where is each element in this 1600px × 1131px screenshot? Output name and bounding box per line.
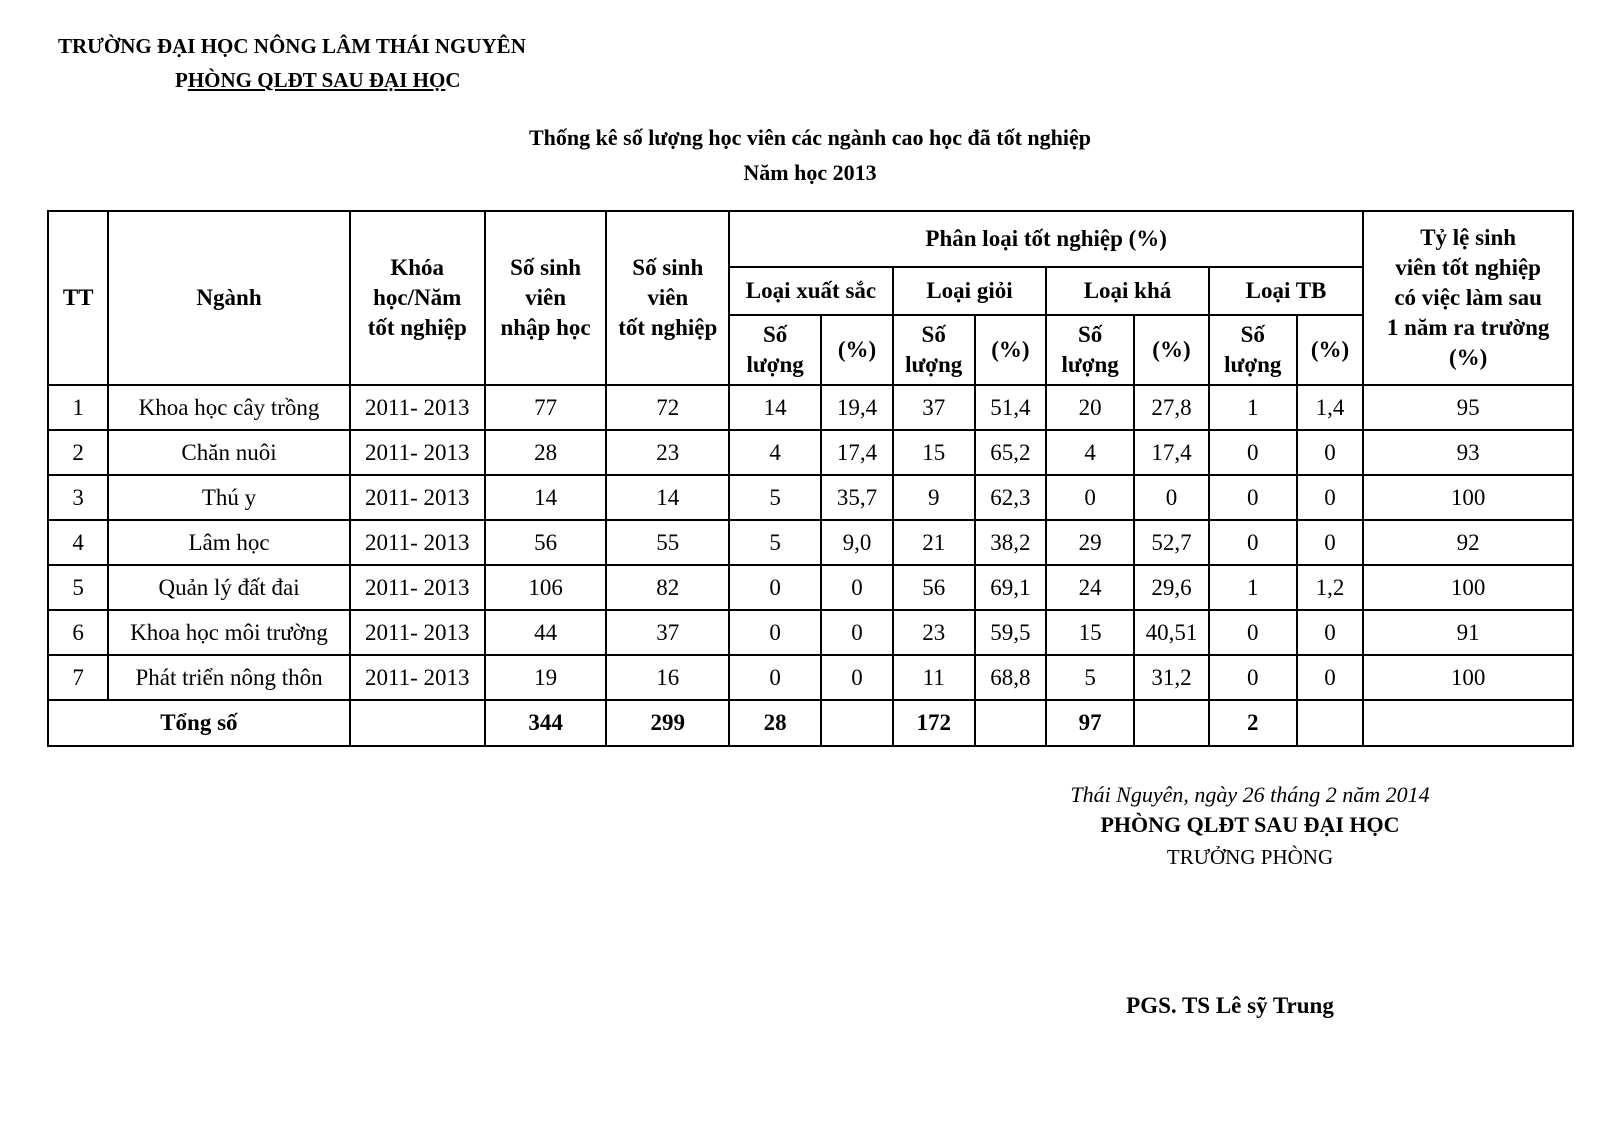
header-so-luong — [893, 315, 975, 385]
cell-khoa: 2011- 2013 — [350, 475, 485, 520]
cell-xuat-sac-so-luong: 14 — [729, 385, 821, 430]
cell-gioi-percent: 59,5 — [975, 610, 1047, 655]
total-label: Tổng số — [48, 700, 350, 746]
cell-xuat-sac-percent: 19,4 — [821, 385, 893, 430]
cell-khoa: 2011- 2013 — [350, 385, 485, 430]
cell-kha-so-luong: 29 — [1046, 520, 1134, 565]
cell-tb-percent: 1,4 — [1297, 385, 1364, 430]
cell-ty-le: 100 — [1363, 565, 1573, 610]
cell-tb-so-luong: 0 — [1209, 430, 1297, 475]
cell-kha-percent: 40,51 — [1134, 610, 1209, 655]
cell-xuat-sac-percent: 0 — [821, 610, 893, 655]
cell-tb-so-luong: 0 — [1209, 475, 1297, 520]
total-xuat-sac: 28 — [729, 700, 821, 746]
cell-tot-nghiep: 16 — [606, 655, 729, 700]
header-ty-le — [1363, 211, 1573, 385]
header-khoa-line: Khóa — [390, 255, 445, 280]
total-gioi: 172 — [893, 700, 975, 746]
cell-ty-le: 91 — [1363, 610, 1573, 655]
cell-nhap-hoc: 19 — [485, 655, 607, 700]
cell-tt: 5 — [48, 565, 108, 610]
cell-tb-percent: 0 — [1297, 610, 1364, 655]
signature-department: PHÒNG QLĐT SAU ĐẠI HỌC — [1100, 812, 1400, 837]
header-so-luong — [1209, 315, 1297, 385]
cell-xuat-sac-so-luong: 0 — [729, 655, 821, 700]
header-so-luong-line: Số — [763, 322, 788, 347]
cell-tb-percent: 0 — [1297, 520, 1364, 565]
header-khoa — [350, 211, 485, 385]
cell-tot-nghiep: 82 — [606, 565, 729, 610]
cell-xuat-sac-percent: 0 — [821, 565, 893, 610]
cell-xuat-sac-so-luong: 0 — [729, 610, 821, 655]
cell-nganh: Chăn nuôi — [108, 430, 349, 475]
department-name-underlined: HÒNG QLĐT SAU ĐẠI HỌ — [187, 68, 446, 92]
header-tt: TT — [48, 211, 108, 385]
cell-tb-so-luong: 1 — [1209, 385, 1297, 430]
header-nhap-hoc-line: viên — [525, 285, 567, 310]
table-body — [48, 385, 1573, 746]
cell-xuat-sac-so-luong: 5 — [729, 475, 821, 520]
cell-nganh: Phát triển nông thôn — [108, 655, 349, 700]
cell-kha-so-luong: 5 — [1046, 655, 1134, 700]
table-row — [48, 565, 1573, 610]
table-row — [48, 520, 1573, 565]
cell-kha-so-luong: 20 — [1046, 385, 1134, 430]
header-ty-le-line: Tỷ lệ sinh — [1420, 225, 1517, 250]
cell-xuat-sac-percent: 9,0 — [821, 520, 893, 565]
total-ty-le-empty — [1363, 700, 1573, 746]
cell-nganh: Khoa học cây trồng — [108, 385, 349, 430]
cell-tot-nghiep: 14 — [606, 475, 729, 520]
cell-nganh: Quản lý đất đai — [108, 565, 349, 610]
header-nhap-hoc-line: Số sinh — [510, 255, 582, 280]
header-khoa-line: tốt nghiệp — [367, 315, 467, 340]
cell-tb-percent: 1,2 — [1297, 565, 1364, 610]
header-group-tb: Loại TB — [1209, 267, 1363, 315]
cell-tb-so-luong: 0 — [1209, 610, 1297, 655]
header-group-gioi: Loại giỏi — [893, 267, 1046, 315]
header-so-luong — [729, 315, 821, 385]
cell-kha-so-luong: 0 — [1046, 475, 1134, 520]
document-title: Thống kê số lượng học viên các ngành cao học đã tốt nghiệp — [528, 125, 1092, 150]
cell-gioi-percent: 38,2 — [975, 520, 1047, 565]
header-so-luong-line: lượng — [746, 352, 804, 377]
header-nhap-hoc — [485, 211, 607, 385]
cell-tt: 7 — [48, 655, 108, 700]
cell-nganh: Lâm học — [108, 520, 349, 565]
cell-kha-so-luong: 4 — [1046, 430, 1134, 475]
header-so-luong-line: lượng — [905, 352, 963, 377]
document-subtitle: Năm học 2013 — [743, 160, 877, 185]
header-percent: (%) — [975, 315, 1047, 385]
table-row — [48, 385, 1573, 430]
cell-gioi-so-luong: 21 — [893, 520, 975, 565]
cell-kha-percent: 31,2 — [1134, 655, 1209, 700]
total-xuat-sac-percent-empty — [821, 700, 893, 746]
total-row — [48, 700, 1573, 746]
cell-xuat-sac-percent: 17,4 — [821, 430, 893, 475]
cell-tt: 4 — [48, 520, 108, 565]
cell-gioi-percent: 65,2 — [975, 430, 1047, 475]
cell-khoa: 2011- 2013 — [350, 520, 485, 565]
cell-nhap-hoc: 106 — [485, 565, 607, 610]
header-khoa-line: học/Năm — [373, 285, 462, 310]
header-tot-nghiep — [606, 211, 729, 385]
cell-xuat-sac-so-luong: 0 — [729, 565, 821, 610]
total-kha: 97 — [1046, 700, 1134, 746]
cell-kha-percent: 27,8 — [1134, 385, 1209, 430]
header-so-luong-line: Số — [1240, 322, 1265, 347]
cell-nhap-hoc: 44 — [485, 610, 607, 655]
cell-tot-nghiep: 55 — [606, 520, 729, 565]
cell-gioi-so-luong: 11 — [893, 655, 975, 700]
header-so-luong-line: lượng — [1224, 352, 1282, 377]
signatory-name: PGS. TS Lê sỹ Trung — [1126, 993, 1334, 1018]
header-ty-le-line: 1 năm ra trường — [1386, 315, 1550, 340]
cell-tt: 2 — [48, 430, 108, 475]
cell-gioi-so-luong: 56 — [893, 565, 975, 610]
cell-xuat-sac-percent: 0 — [821, 655, 893, 700]
cell-ty-le: 95 — [1363, 385, 1573, 430]
organization-name: TRƯỜNG ĐẠI HỌC NÔNG LÂM THÁI NGUYÊN — [58, 34, 526, 58]
cell-tb-so-luong: 0 — [1209, 520, 1297, 565]
cell-nhap-hoc: 77 — [485, 385, 607, 430]
signature-role: TRƯỞNG PHÒNG — [1166, 845, 1334, 869]
cell-nganh: Khoa học môi trường — [108, 610, 349, 655]
cell-tb-so-luong: 1 — [1209, 565, 1297, 610]
cell-khoa: 2011- 2013 — [350, 565, 485, 610]
table-row — [48, 475, 1573, 520]
cell-gioi-percent: 51,4 — [975, 385, 1047, 430]
cell-gioi-percent: 68,8 — [975, 655, 1047, 700]
total-tb-percent-empty — [1297, 700, 1364, 746]
header-percent: (%) — [821, 315, 893, 385]
table-row — [48, 655, 1573, 700]
cell-kha-so-luong: 24 — [1046, 565, 1134, 610]
cell-kha-percent: 0 — [1134, 475, 1209, 520]
department-name-tail: C — [445, 68, 461, 92]
cell-nhap-hoc: 56 — [485, 520, 607, 565]
cell-xuat-sac-so-luong: 5 — [729, 520, 821, 565]
header-group-xuat-sac: Loại xuất sắc — [729, 267, 893, 315]
header-ty-le-line: (%) — [1448, 345, 1488, 370]
cell-tt: 3 — [48, 475, 108, 520]
cell-tot-nghiep: 23 — [606, 430, 729, 475]
header-phan-loai: Phân loại tốt nghiệp (%) — [729, 211, 1363, 267]
cell-tt: 6 — [48, 610, 108, 655]
cell-gioi-so-luong: 37 — [893, 385, 975, 430]
header-group-kha: Loại khá — [1046, 267, 1209, 315]
cell-tb-percent: 0 — [1297, 475, 1364, 520]
header-tot-nghiep-line: Số sinh — [632, 255, 704, 280]
header-so-luong — [1046, 315, 1134, 385]
header-percent: (%) — [1134, 315, 1209, 385]
cell-xuat-sac-percent: 35,7 — [821, 475, 893, 520]
cell-ty-le: 100 — [1363, 655, 1573, 700]
cell-tot-nghiep: 37 — [606, 610, 729, 655]
total-kha-percent-empty — [1134, 700, 1209, 746]
cell-khoa: 2011- 2013 — [350, 610, 485, 655]
cell-xuat-sac-so-luong: 4 — [729, 430, 821, 475]
department-name — [175, 68, 461, 93]
cell-tb-so-luong: 0 — [1209, 655, 1297, 700]
cell-ty-le: 100 — [1363, 475, 1573, 520]
total-tot-nghiep: 299 — [606, 700, 729, 746]
cell-kha-percent: 29,6 — [1134, 565, 1209, 610]
total-tb: 2 — [1209, 700, 1297, 746]
cell-gioi-so-luong: 23 — [893, 610, 975, 655]
header-so-luong-line: Số — [1078, 322, 1103, 347]
cell-tot-nghiep: 72 — [606, 385, 729, 430]
department-name-lead: P — [175, 68, 188, 92]
cell-ty-le: 93 — [1363, 430, 1573, 475]
cell-nhap-hoc: 14 — [485, 475, 607, 520]
header-ty-le-line: có việc làm sau — [1394, 285, 1542, 310]
header-nganh: Ngành — [108, 211, 349, 385]
cell-gioi-percent: 62,3 — [975, 475, 1047, 520]
cell-kha-percent: 17,4 — [1134, 430, 1209, 475]
cell-nhap-hoc: 28 — [485, 430, 607, 475]
cell-gioi-so-luong: 9 — [893, 475, 975, 520]
total-nhap-hoc: 344 — [485, 700, 607, 746]
cell-gioi-percent: 69,1 — [975, 565, 1047, 610]
header-nhap-hoc-line: nhập học — [500, 315, 591, 340]
total-khoa-empty — [350, 700, 485, 746]
cell-gioi-so-luong: 15 — [893, 430, 975, 475]
table-row — [48, 610, 1573, 655]
cell-tt: 1 — [48, 385, 108, 430]
cell-nganh: Thú y — [108, 475, 349, 520]
cell-tb-percent: 0 — [1297, 430, 1364, 475]
cell-kha-percent: 52,7 — [1134, 520, 1209, 565]
graduates-table — [47, 210, 1574, 747]
header-tot-nghiep-line: viên — [647, 285, 689, 310]
header-so-luong-line: lượng — [1061, 352, 1119, 377]
cell-kha-so-luong: 15 — [1046, 610, 1134, 655]
header-ty-le-line: viên tốt nghiệp — [1395, 255, 1541, 280]
cell-khoa: 2011- 2013 — [350, 430, 485, 475]
header-so-luong-line: Số — [921, 322, 946, 347]
header-percent: (%) — [1297, 315, 1364, 385]
cell-khoa: 2011- 2013 — [350, 655, 485, 700]
signature-date: Thái Nguyên, ngày 26 tháng 2 năm 2014 — [1070, 782, 1430, 807]
table-row — [48, 430, 1573, 475]
total-gioi-percent-empty — [975, 700, 1047, 746]
cell-tb-percent: 0 — [1297, 655, 1364, 700]
cell-ty-le: 92 — [1363, 520, 1573, 565]
header-tot-nghiep-line: tốt nghiệp — [618, 315, 718, 340]
